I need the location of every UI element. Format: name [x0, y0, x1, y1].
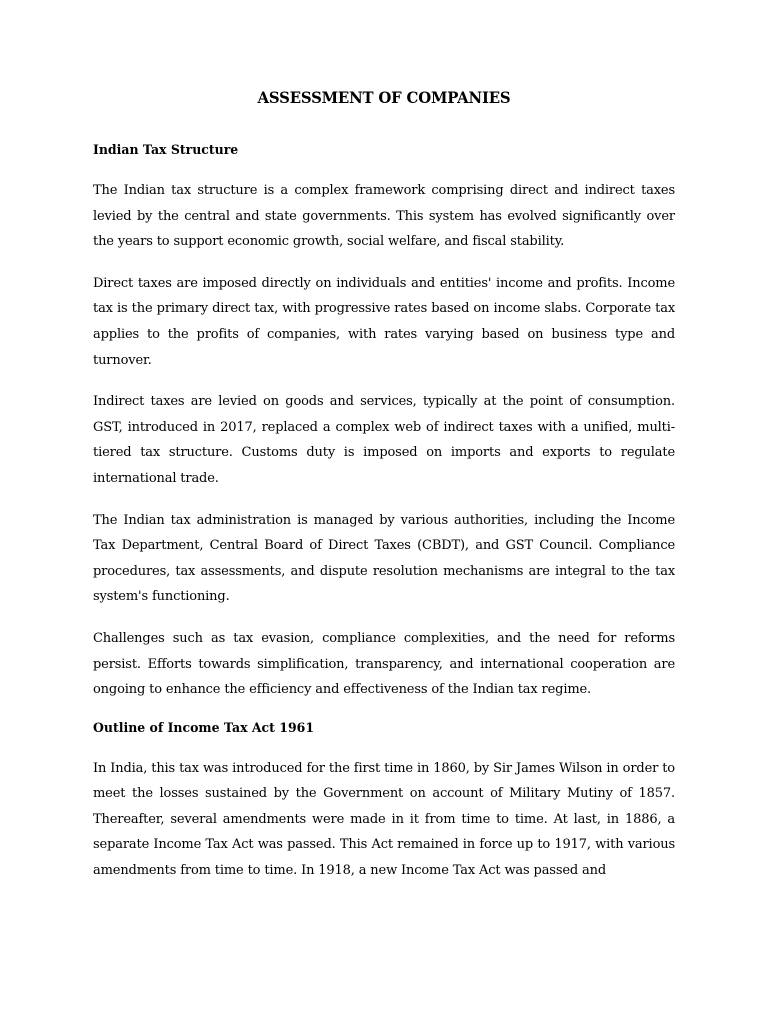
paragraph: Challenges such as tax evasion, compliance complexities, and the need for reforms persist. Efforts towards simplification, transparency, and international cooperation are ongoing to enhance the efficiency and effectiveness of the Indian tax regime. [93, 630, 675, 698]
section-indian-tax-structure [93, 141, 675, 703]
document-title: ASSESSMENT OF COMPANIES [257, 88, 511, 107]
section-income-tax-act-outline [93, 719, 675, 884]
paragraph: The Indian tax structure is a complex framework comprising direct and indirect taxes levied by the central and state governments. This system has evolved significantly over the years to support economic growth, social welfare, and fiscal stability. [93, 183, 675, 250]
section-heading: Indian Tax Structure [93, 143, 239, 158]
paragraph: The Indian tax administration is managed by various authorities, including the Income Tax Department, Central Board of Direct Taxes (CBDT), and GST Council. Compliance procedures, tax assessments, and dispute resolution mechanisms are integral to the tax system's functioning. [93, 512, 675, 605]
paragraph: Indirect taxes are levied on goods and services, typically at the point of consumption. GST, introduced in 2017, replaced a complex web of indirect taxes with a unified, multi-tiered tax structure. Customs duty is imposed on imports and exports to regulate international trade. [93, 394, 675, 486]
paragraph: Direct taxes are imposed directly on individuals and entities' income and profits. Income tax is the primary direct tax, with progressive rates based on income slabs. Corporate tax applies to the profits of companies, with rates varying based on business type and turnover. [93, 275, 675, 368]
paragraph: In India, this tax was introduced for the first time in 1860, by Sir James Wilson in order to meet the losses sustained by the Government on account of Military Mutiny of 1857. Thereafter, several amendments were made in it from time to time. At last, in 1886, a separate Income Tax Act was passed. This Act remained in force up to 1917, with various amendments from time to time. In 1918, a new Income Tax Act was passed and [93, 760, 675, 879]
document-page [93, 88, 675, 900]
section-heading: Outline of Income Tax Act 1961 [93, 720, 315, 736]
